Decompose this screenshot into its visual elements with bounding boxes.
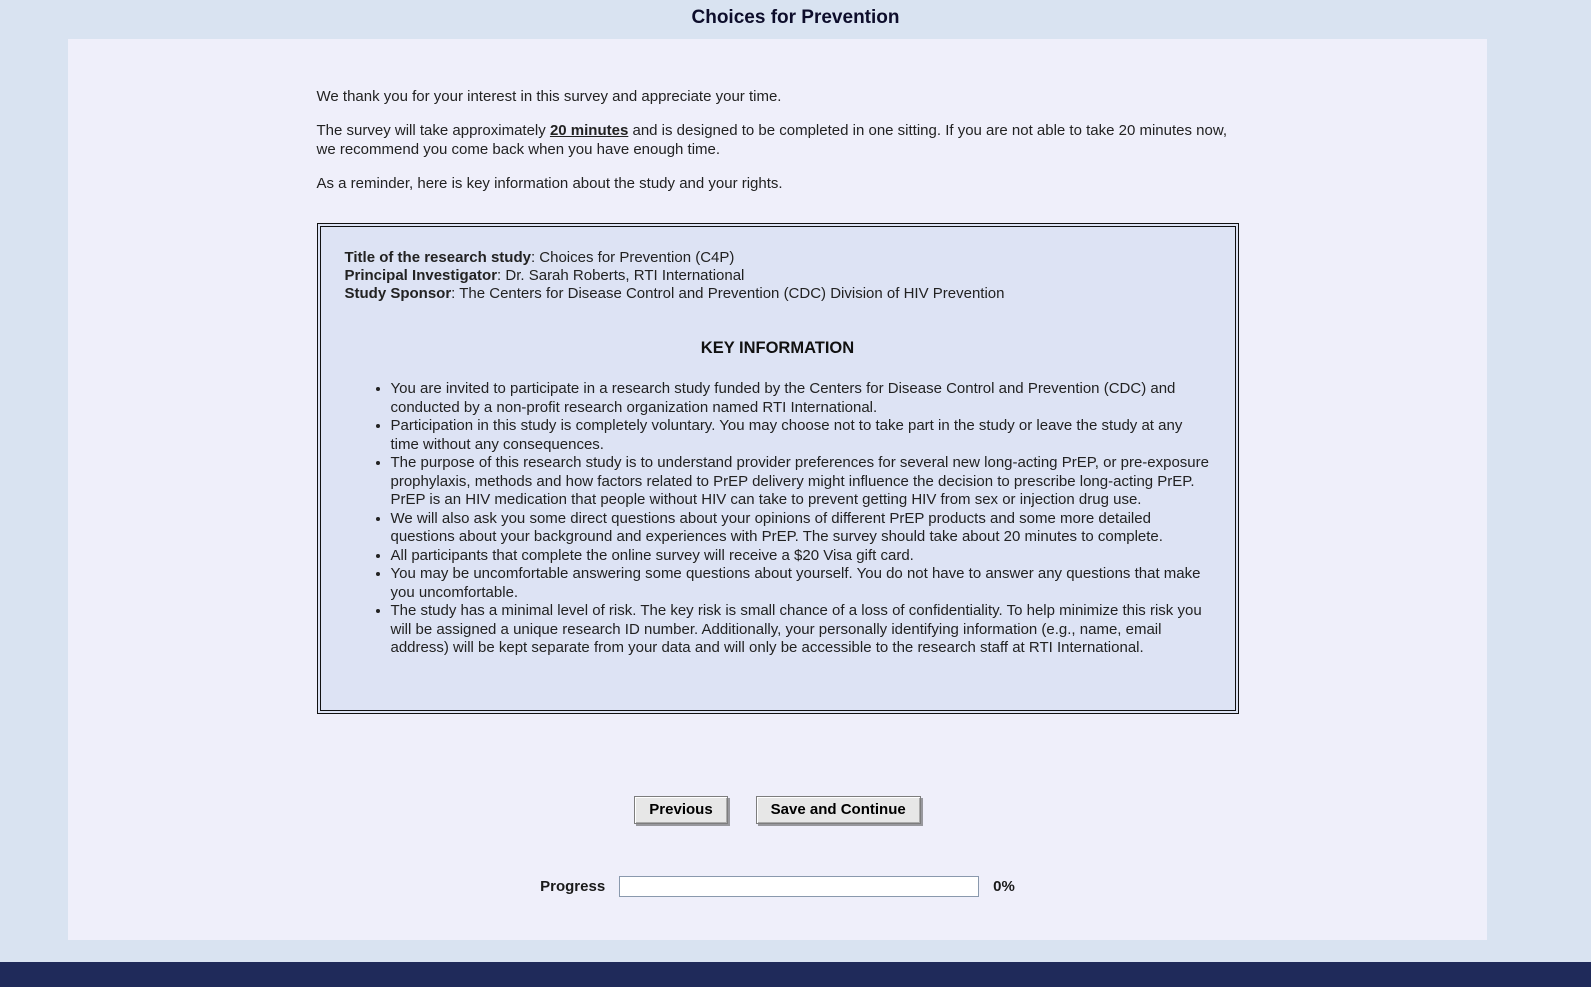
progress-label: Progress [540,877,606,895]
principal-investigator-value: : Dr. Sarah Roberts, RTI International [497,267,745,284]
intro-paragraph-1: We thank you for your interest in this survey and appreciate your time. [316,88,782,105]
list-item: • The purpose of this research study is to understand provider preferences for several new long-acting PrEP, or pre-exposure prophylaxis, methods and how factors related to PrEP delivery might influence the decision to prescribe long-acting PrEP. PrEP is an HIV medication that people without HIV can take to prevent getting HIV from sex or injection drug use. [391,454,1211,510]
list-item: • The study has a minimal level of risk. The key risk is small chance of a loss of confidentiality. To help minimize this risk you will be assigned a unique research ID number. Additionally, your personally identifying information (e.g., name, email address) will be kept separate from your data and will only be accessible to the research staff at RTI International. [391,602,1211,658]
content-panel [68,39,1487,940]
key-information-list [345,380,1211,658]
list-item: • You are invited to participate in a research study funded by the Centers for Disease Control and Prevention (CDC) and conducted by a non-profit research organization named RTI International. [391,380,1211,417]
study-sponsor-label: Study Sponsor [344,285,452,302]
study-title-label: Title of the research study [344,249,531,266]
principal-investigator-label: Principal Investigator [344,267,498,284]
page-header [0,0,1591,39]
intro-paragraph-2-start: The survey will take approximately [316,122,550,139]
save-and-continue-button[interactable]: Save and Continue [756,796,921,824]
key-information-heading: KEY INFORMATION [700,339,855,357]
duration-emphasis: 20 minutes [549,122,629,139]
list-item: • You may be uncomfortable answering some questions about yourself. You do not have to answer any questions that make you uncomfortable. [391,565,1211,602]
page-title: Choices for Prevention [691,7,900,28]
intro-paragraph-3: As a reminder, here is key information about the study and your rights. [316,175,783,192]
survey-content [317,39,1239,897]
study-title-value: : Choices for Prevention (C4P) [530,249,735,266]
navigation-buttons [317,796,1239,824]
consent-information-box [317,223,1239,714]
list-item: • All participants that complete the online survey will receive a $20 Visa gift card. [391,547,1211,566]
study-sponsor-value: : The Centers for Disease Control and Prevention (CDC) Division of HIV Prevention [451,285,1005,302]
intro-paragraph-2-end: and is designed to be completed in one sitting. If you are not able to take 20 minutes now, we recommend you come back when you have enough time. [316,122,1228,158]
intro-paragraph-2 [317,121,1239,159]
principal-investigator-line [345,267,1211,285]
list-item: • Participation in this study is completely voluntary. You may choose not to take part in the study or leave the study at any time without any consequences. [391,417,1211,454]
study-title-line [345,249,1211,267]
study-sponsor-line [345,285,1211,303]
progress-bar [619,876,979,897]
footer-bar [0,962,1591,987]
previous-button[interactable]: Previous [634,796,727,824]
progress-value: 0% [993,877,1015,895]
progress-section [317,876,1239,897]
list-item: • We will also ask you some direct questions about your opinions of different PrEP products and some more detailed questions about your background and experiences with PrEP. The survey should take about 20 minutes to complete. [391,510,1211,547]
